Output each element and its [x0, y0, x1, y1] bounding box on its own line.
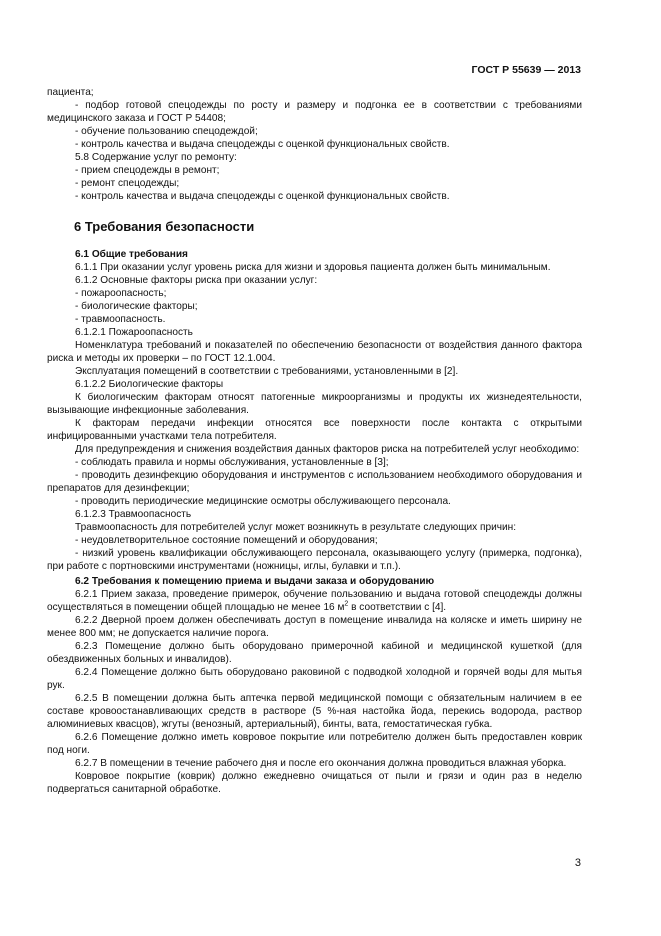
paragraph: 6.2.7 В помещении в течение рабочего дня и после его окончания должна проводиться влажная уборка. — [75, 758, 567, 769]
paragraph: 6.1.1 При оказании услуг уровень риска для жизни и здоровья пациента должен быть минимальным. — [75, 262, 551, 273]
paragraph: - подбор готовой спецодежды по росту и размеру и подгонка ее в соответствии с требованиями медицинского заказа и ГОСТ Р 54408; — [47, 100, 582, 124]
superscript: 2 — [344, 600, 349, 608]
paragraph: Для предупреждения и снижения воздействия данных факторов риска на потребителей услуг необходимо: — [75, 444, 580, 455]
section-heading: 6 Требования безопасности — [74, 219, 255, 234]
document-header: ГОСТ Р 55639 — 2013 — [471, 64, 581, 76]
paragraph: 6.1.2.1 Пожароопасность — [75, 327, 193, 338]
paragraph: 6.2.3 Помещение должно быть оборудовано примерочной кабиной и медицинской кушеткой (для обездвиженных больных и инвалидов). — [47, 641, 582, 665]
paragraph-text: в соответствии с [4]. — [348, 602, 447, 613]
paragraph-text: 6.2.1 Прием заказа, проведение примерок, обучение пользованию и выдача готовой спецодежды должны осуществляться в помещении общей площадью не менее 16 м — [47, 589, 582, 613]
paragraph: 6.1.2.2 Биологические факторы — [75, 379, 224, 390]
document-body — [47, 86, 582, 796]
paragraph: 6.1.2 Основные факторы риска при оказании услуг: — [75, 275, 318, 286]
paragraph: Номенклатура требований и показателей по обеспечению безопасности от воздействия данного фактора риска и методы их проверки – по ГОСТ 12.1.004. — [47, 340, 582, 364]
paragraph: - низкий уровень квалификации обслуживающего персонала, оказывающего услугу (примерка, подгонка), при работе с портновскими инструментами (ножницы, иглы, булавки и т.п.). — [47, 548, 582, 572]
subsection-heading: 6.2 Требования к помещению приема и выдачи заказа и оборудованию — [75, 576, 435, 587]
paragraph: 6.1.2.3 Травмоопасность — [75, 509, 192, 520]
paragraph: - пожароопасность; — [75, 288, 167, 299]
paragraph: пациента; — [47, 87, 94, 98]
paragraph: - соблюдать правила и нормы обслуживания, установленные в [3]; — [75, 457, 389, 468]
paragraph: - проводить дезинфекцию оборудования и инструментов с использованием необходимого оборудования и препаратов для дезинфекции; — [47, 470, 582, 494]
paragraph: - обучение пользованию спецодеждой; — [75, 126, 258, 137]
paragraph: К биологическим факторам относят патогенные микроорганизмы и продукты их жизнедеятельности, вызывающие инфекционные заболевания. — [47, 392, 582, 416]
paragraph — [47, 588, 582, 614]
page-number: 3 — [574, 857, 581, 869]
paragraph: 6.2.6 Помещение должно иметь ковровое покрытие или потребителю должен быть предоставлен коврик под ноги. — [47, 732, 582, 756]
paragraph: Эксплуатация помещений в соответствии с требованиями, установленными в [2]. — [75, 366, 459, 377]
paragraph: Травмоопасность для потребителей услуг может возникнуть в результате следующих причин: — [75, 522, 517, 533]
paragraph: 5.8 Содержание услуг по ремонту: — [75, 152, 237, 163]
paragraph: 6.2.5 В помещении должна быть аптечка первой медицинской помощи с обязательным наличием в ее составе кровоостанавливающих средств в растворе (5 %-ная настойка йода, перекись водорода, раствор алюминиевых квасцов), жгуты (венозный, артериальный), бинты, вата, гемостатическая губка. — [47, 693, 582, 730]
paragraph: Ковровое покрытие (коврик) должно ежедневно очищаться от пыли и грязи и один раз в неделю подвергаться санитарной обработке. — [47, 771, 582, 795]
paragraph: - травмоопасность. — [75, 314, 166, 325]
paragraph: К факторам передачи инфекции относятся все поверхности после контакта с открытыми инфицированными участками тела потребителя. — [47, 418, 582, 442]
paragraph: - ремонт спецодежды; — [75, 178, 180, 189]
subsection-heading: 6.1 Общие требования — [75, 249, 188, 260]
paragraph: 6.2.4 Помещение должно быть оборудовано раковиной с подводкой холодной и горячей воды для мытья рук. — [47, 667, 582, 691]
paragraph: - контроль качества и выдача спецодежды с оценкой функциональных свойств. — [75, 191, 450, 202]
paragraph: 6.2.2 Дверной проем должен обеспечивать доступ в помещение инвалида на коляске и иметь ширину не менее 800 мм; не допускается наличие порога. — [47, 615, 582, 639]
paragraph: - прием спецодежды в ремонт; — [75, 165, 220, 176]
paragraph: - контроль качества и выдача спецодежды с оценкой функциональных свойств. — [75, 139, 450, 150]
paragraph: - неудовлетворительное состояние помещений и оборудования; — [75, 535, 378, 546]
paragraph: - проводить периодические медицинские осмотры обслуживающего персонала. — [75, 496, 451, 507]
paragraph: - биологические факторы; — [75, 301, 198, 312]
